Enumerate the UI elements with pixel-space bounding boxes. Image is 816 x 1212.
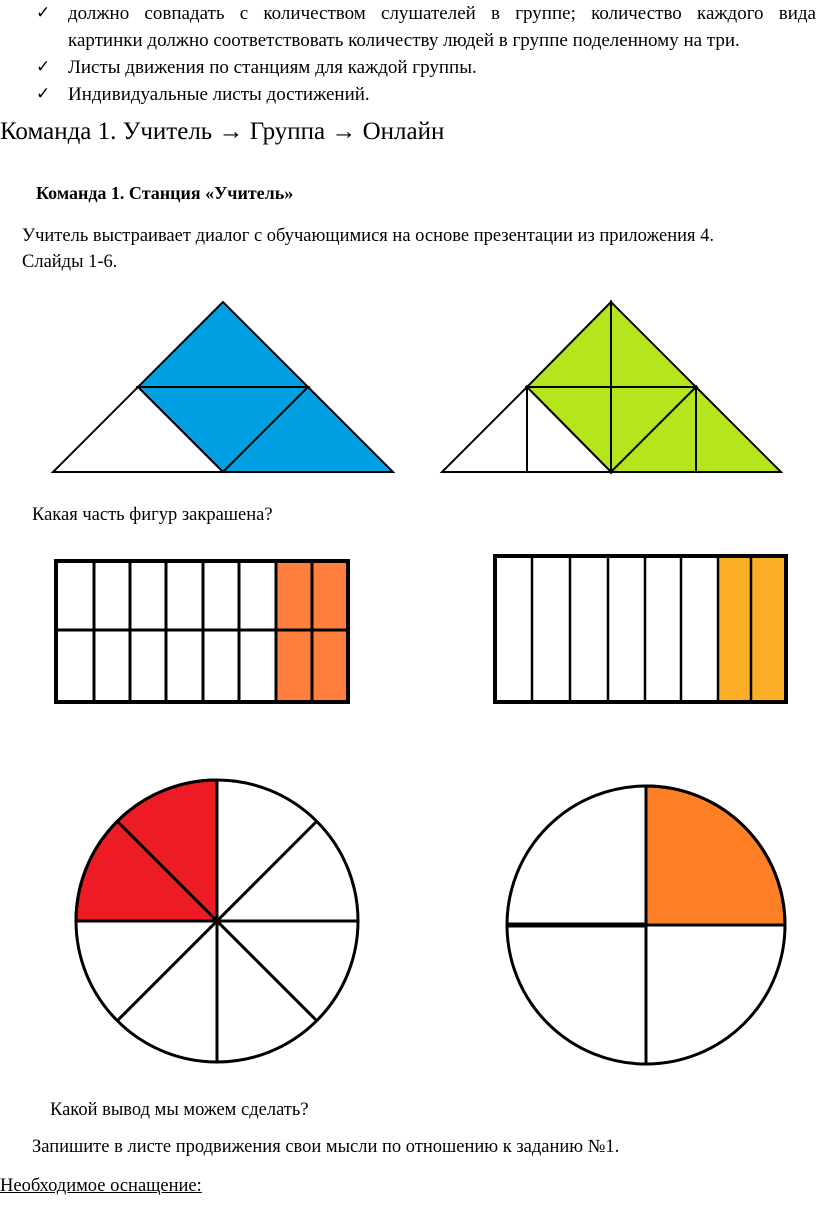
triangle-1-shaded-top: [138, 302, 308, 387]
bullet-3-text: Индивидуальные листы достижений.: [68, 84, 370, 105]
question-conclusion: Какой вывод мы можем сделать?: [50, 1100, 309, 1120]
triangle-2-shaded-top-left: [527, 302, 611, 387]
check-icon: ✓: [36, 57, 51, 77]
rectangle-2-dividers: [532, 556, 751, 702]
bullet-2-text: Листы движения по станциям для каждой группы.: [68, 57, 477, 78]
equipment-heading: Необходимое оснащение:: [0, 1176, 202, 1196]
triangle-2-shaded-right: [696, 387, 781, 472]
rectangle-figure-1: [56, 561, 348, 702]
bullet-1-line-1: должно совпадать с количеством слушателей в группе; количество каждого вида: [68, 3, 816, 24]
rectangle-2-shaded-column-7: [718, 556, 751, 702]
triangle-figure-1: [53, 302, 393, 472]
triangle-2-unshaded-1: [442, 387, 527, 472]
rectangle-figure-2: [495, 556, 786, 702]
rectangle-2-shaded-column-8: [751, 556, 786, 702]
circle-2-shaded-sector: [646, 786, 785, 925]
circle-figure-1: [76, 780, 358, 1062]
circle-figure-2: [507, 786, 785, 1064]
station-title: Команда 1. Станция «Учитель»: [36, 183, 294, 203]
check-icon: ✓: [36, 3, 51, 23]
team-heading: Команда 1. Учитель → Группа → Онлайн: [0, 118, 445, 145]
question-shaded-part: Какая часть фигур закрашена?: [32, 505, 273, 525]
triangle-2-shaded-top-right: [611, 302, 696, 387]
triangle-figure-2: [442, 302, 781, 472]
intro-line-2: Слайды 1-6.: [22, 252, 118, 272]
check-icon: ✓: [36, 84, 51, 104]
intro-line-1: Учитель выстраивает диалог с обучающимися на основе презентации из приложения 4.: [22, 226, 715, 246]
bullet-1-line-2: картинки должно соответствовать количеству людей в группе поделенному на три.: [68, 30, 740, 51]
instruction-text: Запишите в листе продвижения свои мысли по отношению к заданию №1.: [32, 1137, 620, 1157]
